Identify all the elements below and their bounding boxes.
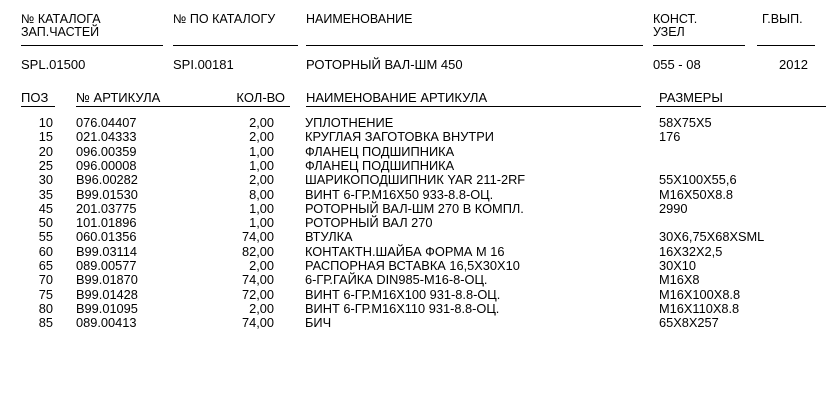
col-pos-rule xyxy=(21,106,55,107)
table-row xyxy=(0,173,837,187)
row-pos: 60 xyxy=(38,243,53,259)
row-size: 30X10 xyxy=(659,258,697,273)
row-pos: 70 xyxy=(38,272,53,288)
name-value: РОТОРНЫЙ ВАЛ-ШМ 450 xyxy=(306,57,463,72)
row-article: 060.01356 xyxy=(76,229,137,245)
row-name: РОТОРНЫЙ ВАЛ 270 xyxy=(305,215,433,231)
row-article: B99.01870 xyxy=(76,272,138,288)
unit-header-rule xyxy=(653,45,745,46)
row-qty: 74,00 xyxy=(241,229,274,245)
row-name: УПЛОТНЕНИЕ xyxy=(305,115,394,130)
catalog-no-header-rule xyxy=(173,45,298,46)
row-article: 101.01896 xyxy=(76,215,137,231)
row-pos: 25 xyxy=(38,157,53,173)
row-article: B96.00282 xyxy=(76,172,138,188)
row-size: 2990 xyxy=(659,200,688,216)
row-pos: 85 xyxy=(38,315,53,331)
row-qty: 2,00 xyxy=(249,129,274,145)
col-size-header: РАЗМЕРЫ xyxy=(659,90,723,105)
row-size: 55X100X55,6 xyxy=(659,172,737,188)
row-article: B99.03114 xyxy=(76,243,137,259)
row-article: B99.01428 xyxy=(76,286,138,302)
row-article: 096.00008 xyxy=(76,157,137,173)
col-article-qty-rule xyxy=(76,106,290,107)
row-size: M16X100X8.8 xyxy=(659,286,741,302)
row-pos: 50 xyxy=(38,215,53,231)
row-name: ВИНТ 6-ГР.M16X50 933-8.8-ОЦ. xyxy=(305,186,494,202)
row-name: КОНТАКТН.ШАЙБА ФОРМА М 16 xyxy=(305,243,505,259)
row-article: 089.00413 xyxy=(76,315,137,331)
row-name: РАСПОРНАЯ ВСТАВКА 16,5X30X10 xyxy=(305,258,520,273)
row-name: 6-ГР.ГАЙКА DIN985-M16-8-ОЦ. xyxy=(305,272,488,288)
unit-header-line1: КОНСТ. xyxy=(653,12,698,26)
table-row xyxy=(0,130,837,144)
row-article: 021.04333 xyxy=(76,129,137,145)
col-name-header: НАИМЕНОВАНИЕ АРТИКУЛА xyxy=(306,90,488,105)
row-name: ФЛАНЕЦ ПОДШИПНИКА xyxy=(305,143,455,159)
table-row xyxy=(0,273,837,287)
catalog-header-label xyxy=(21,13,101,39)
row-qty: 1,00 xyxy=(249,157,274,173)
row-pos: 10 xyxy=(38,115,53,130)
row-name: БИЧ xyxy=(305,315,332,331)
row-pos: 80 xyxy=(38,300,53,316)
table-row xyxy=(0,245,837,259)
row-qty: 8,00 xyxy=(249,186,274,202)
row-qty: 72,00 xyxy=(241,286,274,302)
row-qty: 1,00 xyxy=(249,215,274,231)
name-header-rule xyxy=(306,45,643,46)
col-name-rule xyxy=(306,106,641,107)
row-qty: 74,00 xyxy=(241,315,274,331)
catalog-header-rule xyxy=(21,45,163,46)
catalog-header-line1: № КАТАЛОГА xyxy=(21,12,101,26)
table-row xyxy=(0,302,837,316)
row-size: M16X110X8.8 xyxy=(659,300,740,316)
col-size-rule xyxy=(656,106,826,107)
row-qty: 74,00 xyxy=(241,272,274,288)
catalog-no-header-label: № ПО КАТАЛОГУ xyxy=(173,12,276,26)
unit-value: 055 - 08 xyxy=(653,57,701,72)
row-size: 30X6,75X68XSML xyxy=(659,229,765,245)
row-size: M16X50X8.8 xyxy=(659,186,733,202)
row-pos: 30 xyxy=(38,172,53,188)
col-qty-header: КОЛ-ВО xyxy=(236,90,285,105)
row-pos: 45 xyxy=(38,200,53,216)
row-article: 096.00359 xyxy=(76,143,137,159)
row-name: ФЛАНЕЦ ПОДШИПНИКА xyxy=(305,157,455,173)
row-pos: 65 xyxy=(38,258,53,273)
name-header-label: НАИМЕНОВАНИЕ xyxy=(306,12,413,26)
row-name: КРУГЛАЯ ЗАГОТОВКА ВНУТРИ xyxy=(305,129,494,145)
unit-header-line2: УЗЕЛ xyxy=(653,25,685,39)
row-qty: 2,00 xyxy=(249,300,274,316)
table-row xyxy=(0,230,837,244)
year-value: 2012 xyxy=(779,57,808,72)
col-article-header: № АРТИКУЛА xyxy=(76,90,161,105)
catalog-header-line2: ЗАП.ЧАСТЕЙ xyxy=(21,25,100,39)
row-pos: 15 xyxy=(38,129,53,145)
col-pos-header: ПОЗ xyxy=(21,90,49,105)
row-qty: 82,00 xyxy=(241,243,274,259)
row-qty: 1,00 xyxy=(249,200,274,216)
table-row xyxy=(0,188,837,202)
table-row xyxy=(0,202,837,216)
row-pos: 55 xyxy=(38,229,53,245)
year-header-label: Г.ВЫП. xyxy=(762,12,803,26)
row-name: ВТУЛКА xyxy=(305,229,353,245)
row-name: ВИНТ 6-ГР.M16X100 931-8.8-ОЦ. xyxy=(305,286,501,302)
row-article: B99.01530 xyxy=(76,186,138,202)
table-row xyxy=(0,216,837,230)
row-qty: 2,00 xyxy=(249,258,274,273)
row-qty: 2,00 xyxy=(249,172,274,188)
row-article: B99.01095 xyxy=(76,300,138,316)
row-pos: 75 xyxy=(38,286,53,302)
row-pos: 35 xyxy=(38,186,53,202)
catalog-no-value: SPI.00181 xyxy=(173,57,234,72)
table-row xyxy=(0,116,837,130)
table-row xyxy=(0,288,837,302)
table-row xyxy=(0,159,837,173)
row-size: 16X32X2,5 xyxy=(659,243,723,259)
row-article: 089.00577 xyxy=(76,258,137,273)
row-size: 176 xyxy=(659,129,681,145)
row-qty: 1,00 xyxy=(249,143,274,159)
row-article: 076.04407 xyxy=(76,115,137,130)
unit-header-label xyxy=(653,13,697,39)
row-size: 65X8X257 xyxy=(659,315,719,331)
table-row xyxy=(0,259,837,273)
catalog-value: SPL.01500 xyxy=(21,57,86,72)
row-qty: 2,00 xyxy=(249,115,274,130)
row-name: ШАРИКОПОДШИПНИК YAR 211-2RF xyxy=(305,172,526,188)
row-article: 201.03775 xyxy=(76,200,137,216)
table-row xyxy=(0,145,837,159)
table-row xyxy=(0,316,837,330)
row-size: 58X75X5 xyxy=(659,115,712,130)
row-pos: 20 xyxy=(38,143,53,159)
row-size: M16X8 xyxy=(659,272,700,288)
year-header-rule xyxy=(757,45,815,46)
row-name: ВИНТ 6-ГР.M16X110 931-8.8-ОЦ. xyxy=(305,300,500,316)
row-name: РОТОРНЫЙ ВАЛ-ШМ 270 В КОМПЛ. xyxy=(305,200,524,216)
